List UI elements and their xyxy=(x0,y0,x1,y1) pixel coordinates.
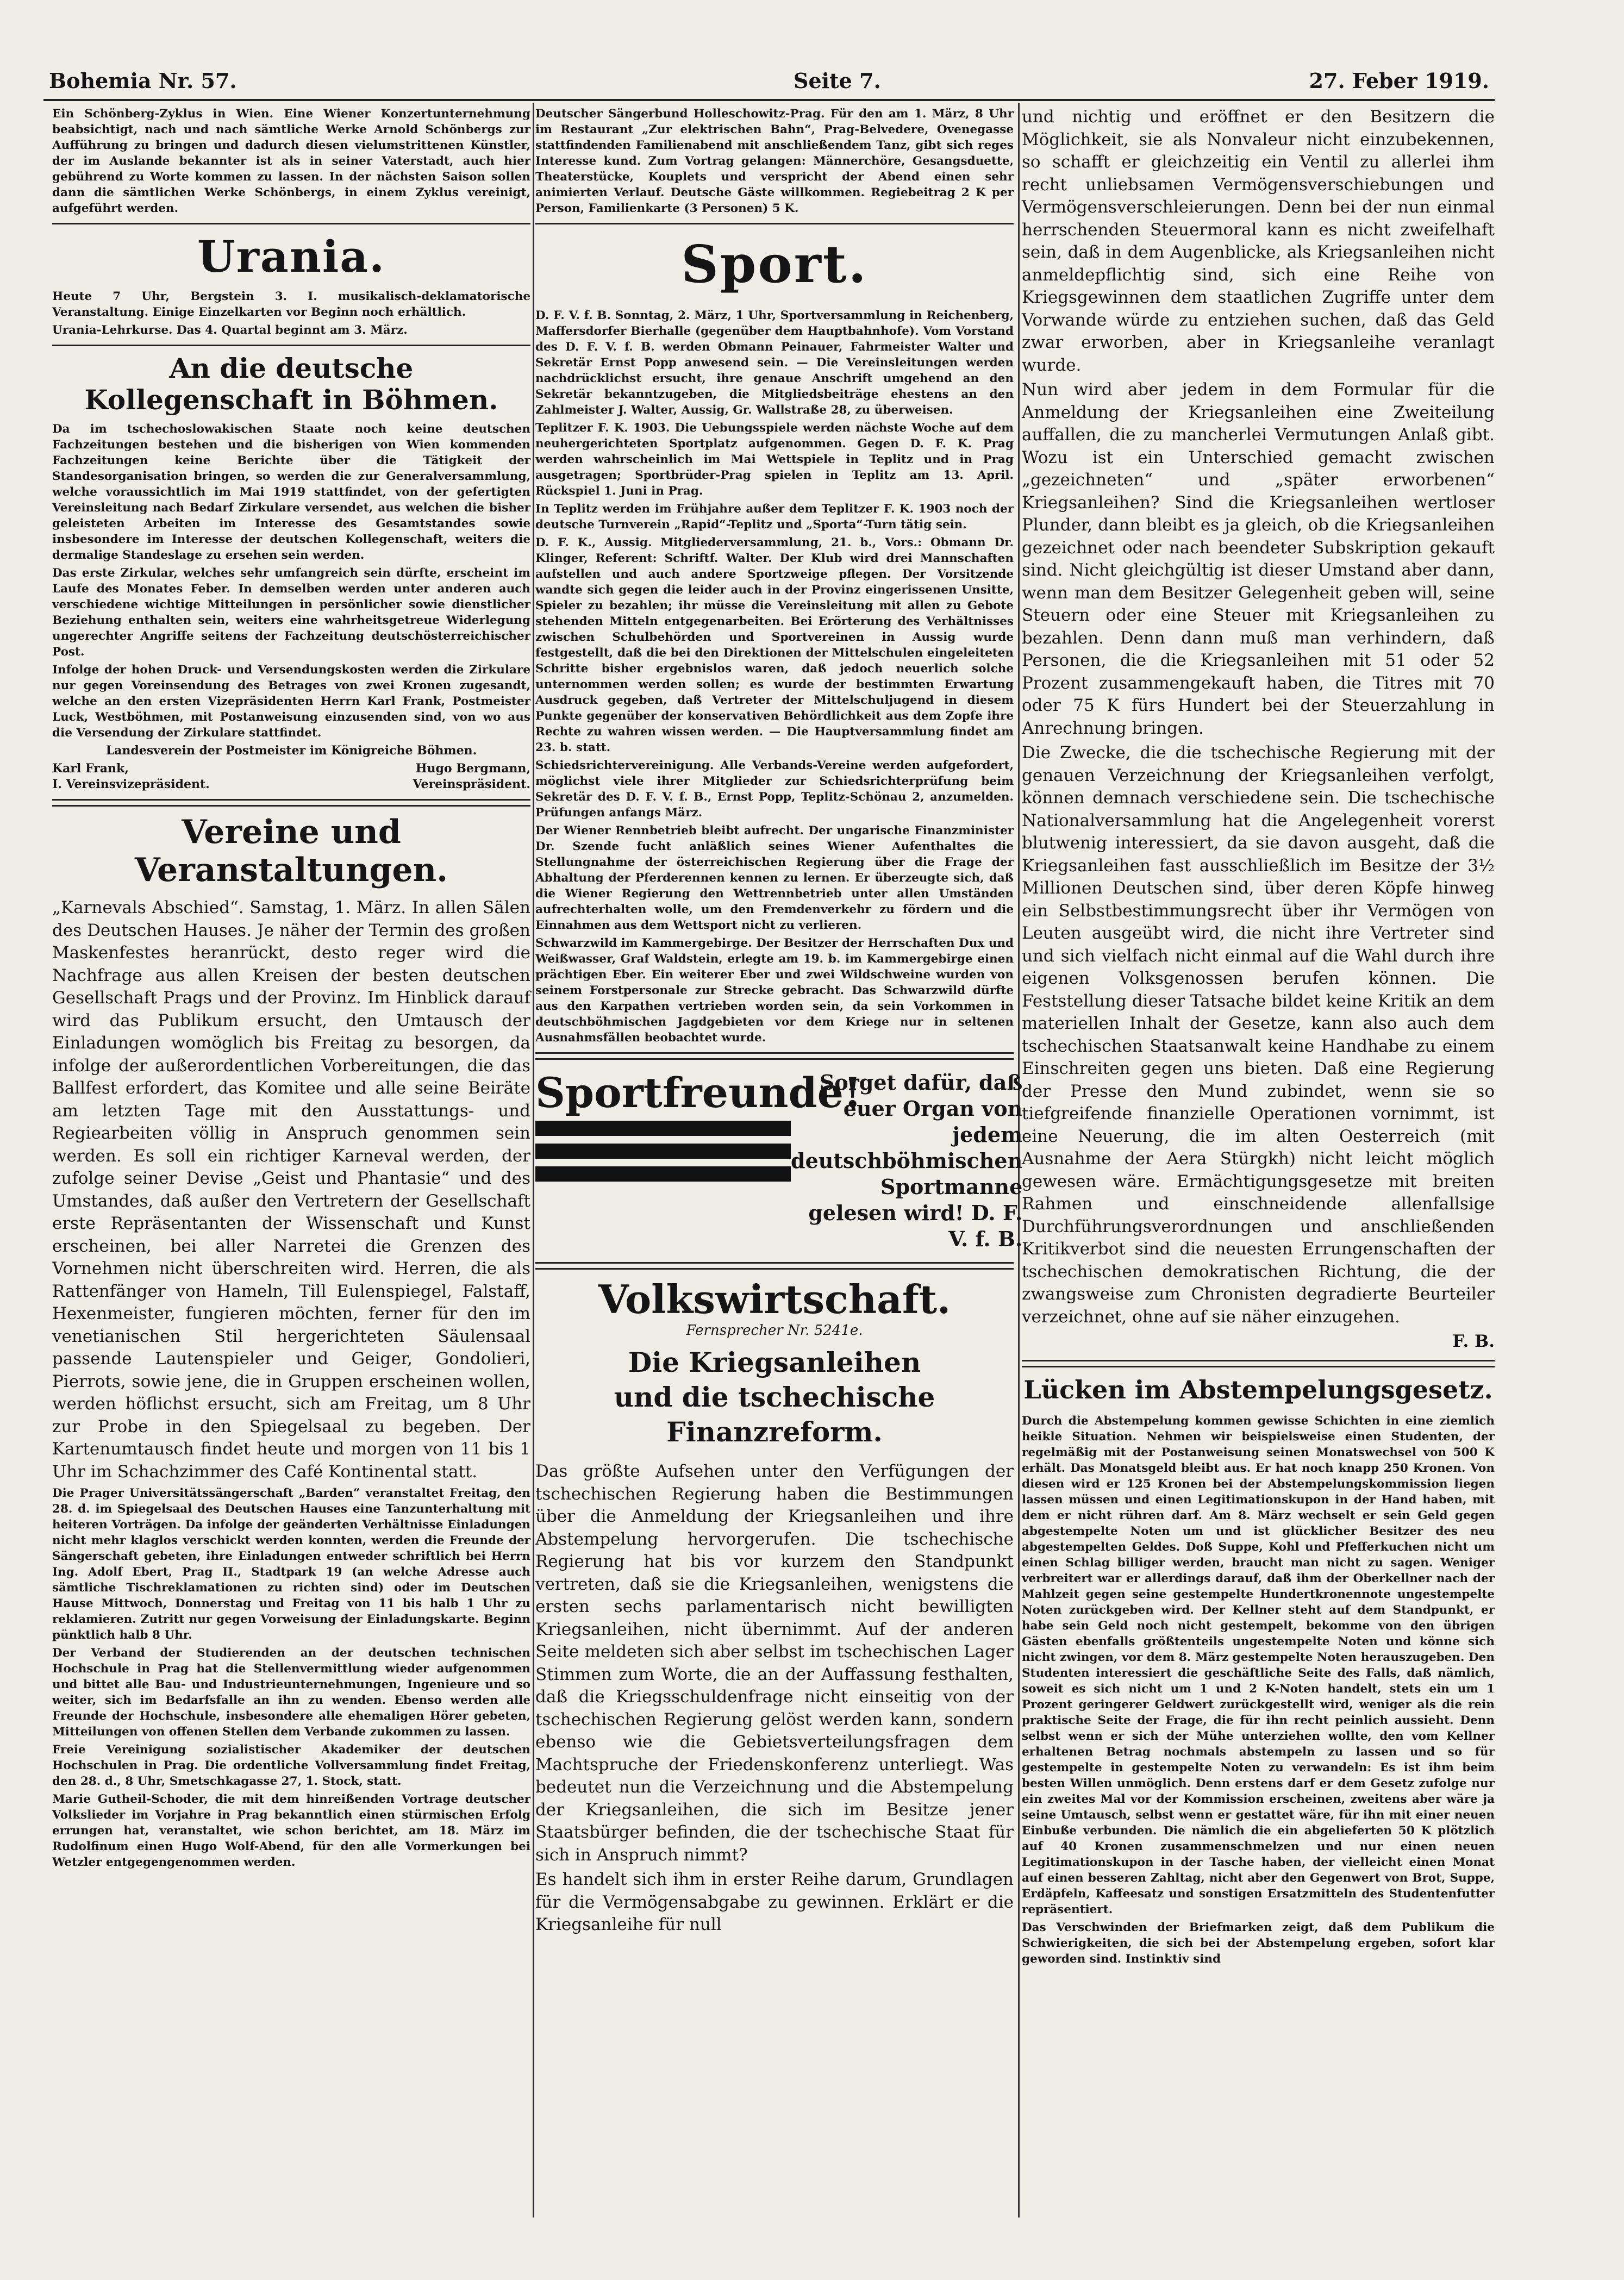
page-header xyxy=(43,64,1489,102)
luecken-paragraph-1: Durch die Abstempelung kommen gewisse Schichten in eine ziemlich heikle Situation. Nehmen wir beispielsweise einen Studenten, der regelmäßig mit der Postanweisung seinen Monatswechsel von 500 K erhält. Das Monatsgeld bleibt aus. Er hat noch knapp 250 Kronen. Von diesen wird er 125 Kronen bei der Abstempelungskommission liegen lassen müssen und einen Legitimationskupon in der Hand haben, mit dem er nicht rühren darf. Am 8. März wechselt er sein Geld gegen abgestempelte Noten um und ist glücklicher Besitzer des neu abgestempelten Geldes. Doß Suppe, Kohl und Pfefferkuchen nicht um einen Schlag billiger werden, braucht man nicht zu sagen. Weniger verbreitert war er allerdings darauf, daß ihm der Oberkellner nach der Mahlzeit gegen seine gestempelte Hundertkronennote ungestempelte Noten zurückgeben wird. Der Kellner steht auf dem Standpunkt, er habe sein Geld noch nicht gestempelt, bekomme von den übrigen Gästen ebenfalls größtenteils ungestempelte Noten und könne sich nicht zwingen, vor dem 8. März gestempelte Noten herauszugeben. Den Studenten interessiert die geschäftliche Seite des Falls, daß nämlich, soweit es sich nicht um 1 und 2 K-Noten handelt, stets ein um 1 Prozent geringerer Geldwert zurückgestellt wird, weniger als die rein praktische Seite der Frage, die für ihn recht peinlich aussieht. Denn selbst wenn er sich der Mühe unterziehen wollte, den vom Kellner erhaltenen Betrag nochmals abstempeln zu lassen und so für gestempelte in gestempelte Noten zu verwandeln: Es ist ihm beim besten Willen unmöglich. Denn erstens darf er dem Gesetz zufolge nur ein zweites Mal vor der Kommission erscheinen, zweitens aber wäre ja seine Umtausch, selbst wenn er gestattet wäre, für ihn mit einer neuen Einbuße verbunden. Die nämlich die ein abgelieferten 50 K plötzlich auf 40 Kronen zusammenschmelzen und nur einen neuen Legitimationskupon in der Tasche haben, der vielleicht einen Monat auf einen besseren Zahltag, nicht aber den Gegenwert von Brot, Suppe, Erdäpfeln, Kaffeesatz und sonstigen Ersatzmitteln des Studentenfutter repräsentiert. xyxy=(1022,1414,1495,1916)
kriegsanleihen-heading-line-2: und die tschechische Finanzreform. xyxy=(614,1381,935,1448)
saengerbund-notice: Deutscher Sängerbund Holleschowitz-Prag. Für den am 1. März, 8 Uhr im Restaurant „Zur elektrischen Bahn“, Prag-Belvedere, Ovenegasse stattfindenden Familienabend mit anschließendem Tanz, gibt sich reges Interesse kund. Zum Vortrag gelangen: Männerchöre, Gesangsduette, Theaterstücke, Kouplets und verspricht der Abend einen sehr animierten Verlauf. Deutsche Gäste willkommen. Regiebeitrag 2 K per Person, Familienkarte (3 Personen) 5 K. xyxy=(535,107,1014,215)
kriegsanleihen-paragraph-1: Das größte Aufsehen unter den Verfügungen der tschechischen Regierung haben die Bestimmungen über die Anmeldung der Kriegsanleihen und ihre Abstempelung hervorgerufen. Die tschechische Regierung hat bis vor kurzem den Standpunkt vertreten, daß sie die Kriegsanleihen, wenigstens die ersten sechs parlamentarisch nicht bewilligten Kriegsanleihen, nicht übernimmt. Auf der anderen Seite meldeten sich aber selbst im tschechischen Lager Stimmen zum Worte, die an der Auffassung festhalten, daß die Kriegsschuldenfrage nicht einseitig von der tschechischen Regierung gelöst werden kann, sondern ebenso wie die Gebietsverteilungsfragen dem Machtspruche der Friedenskonferenz unterliegt. Was bedeutet nun die Verzeichnung und die Abstempelung der Kriegsanleihen, die sich im Besitze jener Staatsbürger befinden, die der tschechische Staat für sich in Anspruch nimmt? xyxy=(535,1461,1014,1865)
kollegenschaft-paragraph-2: Das erste Zirkular, welches sehr umfangreich sein dürfte, erscheint im Laufe des Monates Feber. In demselben werden unter anderen auch verschiedene wichtige Mitteilungen in persönlicher sowie dienstlicher Beziehung enthalten sein, weiters eine wahrheitsgetreue Widerlegung ungerechter Angriffe seitens der Fachzeitung deutschösterreichischer Post. xyxy=(52,566,530,659)
column-divider-1 xyxy=(533,103,534,2217)
luecken-paragraph-2: Das Verschwinden der Briefmarken zeigt, daß dem Publikum die Schwierigkeiten, die sich bei der Abstempelung ergeben, sofort klar geworden sind. Instinktiv sind xyxy=(1022,1920,1495,1966)
kriegsanleihen-paragraph-3: und nichtig und eröffnet er den Besitzern die Möglichkeit, sie als Nonvaleur nicht einzubekennen, so schafft er gleichzeitig ein Ventil zu allerlei ihm recht unliebsamen Vermögensverschiebungen und Vermögensverschleierungen. Denn bei der nun einmal herrschenden Steuermoral kann es nicht zweifelhaft sein, daß in dem Augenblicke, als Kriegsanleihen nicht anmeldepflichtig sind, sich eine Reihe von Kriegsgewinnen dem staatlichen Zugriffe unter dem Vorwande würde zu entziehen suchen, daß das Geld zwar erworben, aber in Kriegsanleihe veranlagt wurde. xyxy=(1022,107,1495,375)
volkswirtschaft-heading: Volkswirtschaft. xyxy=(598,1276,951,1322)
kriegsanleihen-heading-line-1: Die Kriegsanleihen xyxy=(628,1346,921,1378)
section-rule xyxy=(535,223,1014,224)
section-rule xyxy=(52,345,530,346)
signature-left-name: Karl Frank, xyxy=(52,761,129,776)
barden-notice: Die Prager Universitätssängerschaft „Barden“ veranstaltet Freitag, den 28. d. im Spiegelsaal des Deutschen Hauses eine Tanzunterhaltung mit heiteren Vorträgen. Da infolge der geänderten Verhältnisse Einladungen nicht mehr klaglos verschickt werden konnten, werden die Freunde der Sängerschaft gebeten, ihre Einladungen entweder schriftlich bei Herrn Ing. Adolf Ebert, Prag II., Stadtpark 19 (an welche Adresse auch sämtliche Tischreklamationen zu richten sind) oder im Deutschen Hause Mittwoch, Donnerstag und Freitag von 11 bis halb 1 Uhr zu reklamieren. Zutritt nur gegen Vorweisung der Einladungskarte. Beginn pünktlich halb 8 Uhr. xyxy=(52,1486,530,1642)
sport-paragraph-1: D. F. V. f. B. Sonntag, 2. März, 1 Uhr, Sportversammlung in Reichenberg, Maffersdorfer Bierhalle (gegenüber dem Hauptbahnhofe). Vom Vorstand des D. F. V. f. B. werden Obmann Peinauer, Fahrmeister Walter und Sekretär Ernst Popp anwesend sein. — Die Vereinsleitungen werden nachdrücklichst ersucht, ihre genaue Anschrift umgehend an den Sekretär bekanntzugeben, die Mitgliedsbeiträge ehestens an den Zahlmeister J. Walter, Aussig, Gr. Wallstraße 28, zu überweisen. xyxy=(535,309,1014,417)
sport-paragraph-4: D. F. K., Aussig. Mitgliederversammlung, 21. b., Vors.: Obmann Dr. Klinger, Referent: Schriftf. Walter. Der Klub wird drei Mannschaften aufstellen und auch andere Sportzweige pflegen. Der Vorsitzende wandte sich gegen die leider auch in der Provinz eingerissenen Unsitte, Spieler zu bezahlen; ihr müsse die Vereinsleitung mit allen zu Gebote stehenden Mitteln entgegenarbeiten. Bei Erörterung des Verhältnisses zwischen Schulbehörden und Sportvereinen in Aussig wurde festgestellt, daß die bei den Direktionen der Mittelschulen eingeleiteten Schritte bisher ergebnislos waren, daß jedoch neuerlich solche unternommen werden sollen; es wurde der bestimmten Erwartung Ausdruck gegeben, daß Vertreter der Mittelschuljugend in diesem Punkte gegenüber der konservativen Behördlichkeit aus dem Zopfe ihre Rechte zu wahren wissen werden. — Die Hauptversammlung findet am 23. b. statt. xyxy=(535,536,1014,754)
sport-heading: Sport. xyxy=(681,234,868,295)
sportfreunde-advert xyxy=(535,1069,1023,1252)
sport-paragraph-6: Der Wiener Rennbetrieb bleibt aufrecht. Der ungarische Finanzminister Dr. Szende fucht anläßlich seines Wiener Aufenthaltes die Stellungnahme der österreichischen Regierung über die Frage der Abhaltung der Pferderennen kennen zu lernen. Er überzeugte sich, daß die Wiener Regierung den Wettrennbetrieb unter allen Umständen aufrechterhalten wolle, um den Fremdenverkehr zu fördern und die Einnahmen aus dem Wettsport nicht zu verlieren. xyxy=(535,824,1014,932)
luecken-heading: Lücken im Abstempelungsgesetz. xyxy=(1023,1375,1493,1404)
schoenberg-notice: Ein Schönberg-Zyklus in Wien. Eine Wiener Konzertunternehmung beabsichtigt, nach und nach sämtliche Werke Arnold Schönbergs zur Aufführung zu bringen und dadurch diesen vielumstrittenen Künstler, der im Auslande bekannter ist als in seiner Vaterstadt, auch hier gebührend zu Worte kommen zu lassen. In der nächsten Saison sollen dann die sämtlichen Werke Schönbergs, in einem Zyklus vereinigt, aufgeführt werden. xyxy=(52,107,530,215)
header-page-number: Seite 7. xyxy=(794,68,881,93)
akademiker-notice: Freie Vereinigung sozialistischer Akademiker der deutschen Hochschulen in Prag. Die ordentliche Vollversammlung findet Freitag, den 28. d., 8 Uhr, Smetschkagasse 27, 1. Stock, statt. xyxy=(52,1743,530,1788)
kriegsanleihen-heading xyxy=(535,1345,1014,1450)
section-double-rule xyxy=(52,799,530,807)
sport-paragraph-2: Teplitzer F. K. 1903. Die Uebungsspiele werden nächste Woche auf dem neuhergerichteten Sportplatz aufgenommen. Gegen D. F. K. Prag werden wahrscheinlich im Mai Wettspiele in Teplitz und in Prag ausgetragen; Sportbrüder-Prag spielen in Teplitz am 13. April. Rückspiel 1. Juni in Prag. xyxy=(535,421,1014,498)
advert-bar xyxy=(535,1166,791,1182)
section-double-rule xyxy=(1022,1360,1495,1367)
header-rule xyxy=(43,99,1495,101)
urania-heading: Urania. xyxy=(197,231,385,282)
column-3 xyxy=(1022,106,1495,2226)
signature-names xyxy=(52,761,530,777)
karneval-article: „Karnevals Abschied“. Samstag, 1. März. In allen Sälen des Deutschen Hauses. Je näher der Termin des großen Maskenfestes heranrückt, desto reger wird die Nachfrage aus allen Kreisen der besten deutschen Gesellschaft Prags und der Provinz. Im Hinblick darauf wird das Publikum ersucht, den Umtausch der Einladungen womöglich bis Freitag zu besorgen, da infolge der außerordentlichen Vorbereitungen, die das Ballfest erfordert, das Komitee und alle seine Beiräte am letzten Tage mit den Ausstattungs- und Regiearbeiten völlig in Anspruch genommen sein werden. Es soll ein richtiger Karneval werden, der zufolge seiner Devise „Geist und Phantasie“ und des Umstandes, daß außer den Vertretern der Gesellschaft erste Repräsentanten der Wissenschaft und Kunst erscheinen, bei aller Narretei die Grenzen des Vornehmen nicht überschreiten wird. Herren, die als Rattenfänger von Hameln, Till Eulenspiegel, Falstaff, Hexenmeister, fungieren möchten, ferner für den im venetianischen Stil hergerichteten Säulensaal passende Lautenspieler und Geiger, Gondolieri, Pierrots, sowie jene, die in Gruppen erscheinen wollen, werden höflichst ersucht, sich am Freitag, um 8 Uhr zur Probe in den Spiegelsaal zu begeben. Der Kartenumtausch findet heute und morgen von 11 bis 1 Uhr im Schachzimmer des Café Kontinental statt. xyxy=(52,898,530,1482)
advert-bar xyxy=(535,1144,791,1159)
header-date: 27. Feber 1919. xyxy=(1309,68,1489,93)
sportfreunde-text: Sorget dafür, daß euer Organ von jedem deutschböhmischen Sportmanne gelesen wird! D. F. V. f. B. xyxy=(791,1070,1023,1251)
kollegenschaft-paragraph-3: Infolge der hohen Druck- und Versendungskosten werden die Zirkulare nur gegen Voreinsendung des Betrages von zwei Kronen zugesandt, welche an den ersten Vizepräsidenten Herrn Karl Frank, Postmeister Luck, Westböhmen, mit Postanweisung einzusenden sind, von wo aus die Versendung der Zirkulare stattfindet. xyxy=(52,663,530,740)
kollegenschaft-paragraph-1: Da im tschechoslowakischen Staate noch keine deutschen Fachzeitungen bestehen und die bisherigen von Wien kommenden Fachzeitungen keine Berichte über die Tätigkeit der Standesorganisation bringen, so werden die zur Generalversammlung, welche voraussichtlich im Mai 1919 stattfindet, von der gefertigten Vereinsleitung nach Bedarf Zirkulare versendet, aus welchen die bisher geleisteten Arbeiten im Interesse des Gesamtstandes sowie insbesondere im Interesse der deutschen Kollegenschaft, weiters die dermalige Standeslage zu ersehen sein werden. xyxy=(52,422,530,562)
column-2 xyxy=(535,106,1023,2226)
fernsprecher-line: Fernsprecher Nr. 5241e. xyxy=(686,1322,863,1339)
kriegsanleihen-paragraph-4: Nun wird aber jedem in dem Formular für die Anmeldung der Kriegsanleihen eine Zweiteilung auffallen, die zu mancherlei Vermutungen Anlaß gibt. Wozu ist ein Unterschied gemacht zwischen „gezeichneten“ und „später erworbenen“ Kriegsanleihen? Sind die Kriegsanleihen wertloser Plunder, dann bleibt es ja gleich, ob die Kriegsanleihen gezeichnet oder nach beendeter Subskription gekauft sind. Nicht gleichgültig ist dieser Umstand aber dann, wenn man dem Besitzer Gelegenheit geben will, seine Steuern oder eine Steuer mit Kriegsanleihen zu bezahlen. Denn dann muß man verhindern, daß Personen, die die Kriegsanleihen mit 51 oder 52 Prozent zusammengekauft haben, die Titres mit 70 oder 75 K fürs Hundert bei der Steuerzahlung in Anrechnung bringen. xyxy=(1022,380,1495,738)
section-double-rule xyxy=(535,1052,1014,1060)
kriegsanleihen-paragraph-5: Die Zwecke, die die tschechische Regierung mit der genauen Verzeichnung der Kriegsanleihen verfolgt, können demnach verschiedene sein. Die tschechische Nationalversammlung hat die Angelegenheit vorerst blutwenig interessiert, da sie davon ausgeht, daß die Kriegsanleihen fast ausschließlich im Besitze der 3½ Millionen Deutschen sind, über deren Köpfe hinweg ein Selbstbestimmungsrecht über ihr Vermögen von Leuten ausgeübt wird, die nicht ihre Vertreter sind und sich vielfach nicht einmal auf die Wahl durch ihre eigenen Volksgenossen berufen können. Die Feststellung dieser Tatsache bildet keine Kritik an dem materiellen Inhalt der Gesetze, kann also auch dem tschechischen Staatsanwalt keine Handhabe zu einem Einschreiten gegen uns bieten. Daß eine Regierung der Presse den Mund zubindet, wenn sie so tiefgreifende finanzielle Operationen vornimmt, ist eine Neuerung, die im alten Oesterreich (mit Ausnahme der Aera Stürgkh) nicht leicht möglich gewesen wäre. Ermächtigungsgesetze mit breiten Rahmen und einschneidende allenfallsige Durchführungsverordnungen und anschließenden Kritikverbot sind die neuesten Errungenschaften der tschechischen demokratischen Richtung, die der zwangsweise zum Chronisten degradierte Beurteiler verzeichnet, ohne auf sie näher einzugehen. xyxy=(1022,743,1495,1327)
sportfreunde-left xyxy=(535,1069,862,1252)
column-1 xyxy=(52,106,530,2226)
section-double-rule xyxy=(535,1262,1014,1270)
urania-paragraph-2: Urania-Lehrkurse. Das 4. Quartal beginnt am 3. März. xyxy=(52,323,408,337)
signature-roles xyxy=(52,777,530,792)
sportfreunde-bars xyxy=(535,1121,791,1182)
advert-bar xyxy=(535,1121,791,1136)
header-paper-issue: Bohemia Nr. 57. xyxy=(49,68,237,93)
section-rule xyxy=(52,223,530,224)
kollegenschaft-signature-org: Landesverein der Postmeister im Königreiche Böhmen. xyxy=(105,744,477,758)
signature-left-role: I. Vereinsvizepräsident. xyxy=(52,777,210,791)
studierenden-notice: Der Verband der Studierenden an der deutschen technischen Hochschule in Prag hat die Stellenvermittlung wieder aufgenommen und bittet alle Bau- und Industrieunternehmungen, Ingenieure und so weiter, sich im Bedarfsfalle an ihn zu wenden. Ebenso werden alle Freunde der Hochschule, insbesondere alle ehemaligen Hörer gebeten, Mitteilungen von offenen Stellen dem Verbande zukommen zu lassen. xyxy=(52,1646,530,1739)
sport-paragraph-7: Schwarzwild im Kammergebirge. Der Besitzer der Herrschaften Dux und Weißwasser, Graf Waldstein, erlegte am 19. b. im Kammergebirge einen prächtigen Eber. Ein weiterer Eber und zwei Wildschweine wurden von seinem Forstpersonale zur Strecke gebracht. Das Schwarzwild dürfte aus den Karpathen vertrieben worden sein, da sein Vorkommen in deutschböhmischen Jagdgebieten vor dem Kriege nur in seltenen Ausnahmsfällen beobachtet wurde. xyxy=(535,936,1014,1045)
kriegsanleihen-signature: F. B. xyxy=(1452,1332,1495,1351)
sport-paragraph-3: In Teplitz werden im Frühjahre außer dem Teplitzer F. K. 1903 noch der deutsche Turnverein „Rapid“-Teplitz und „Sporta“-Turn tätig sein. xyxy=(535,502,1014,532)
signature-right-role: Vereinspräsident. xyxy=(413,777,530,791)
kollegenschaft-heading: An die deutsche Kollegenschaft in Böhmen. xyxy=(84,352,498,416)
gutheil-schoder-notice: Marie Gutheil-Schoder, die mit dem hinreißenden Vortrage deutscher Volkslieder im Vorjahre in Prag bekanntlich einen stürmischen Erfolg errungen hat, veranstaltet, wie schon berichtet, am 18. März im Rudolfinum einen Hugo Wolf-Abend, für den alle Vormerkungen bei Wetzler entgegengenommen werden. xyxy=(52,1792,530,1869)
kriegsanleihen-paragraph-2: Es handelt sich ihm in erster Reihe darum, Grundlagen für die Vermögensabgabe zu gewinnen. Erklärt er die Kriegsanleihe für null xyxy=(535,1870,1014,1934)
urania-paragraph-1: Heute 7 Uhr, Bergstein 3. I. musikalisch-deklamatorische Veranstaltung. Einige Einzelkarten vor Beginn noch erhältlich. xyxy=(52,290,530,319)
signature-right-name: Hugo Bergmann, xyxy=(415,761,530,776)
sportfreunde-title: Sportfreunde! xyxy=(535,1069,862,1117)
vereine-heading: Vereine und Veranstaltungen. xyxy=(134,813,448,889)
sport-paragraph-5: Schiedsrichtervereinigung. Alle Verbands-Vereine werden aufgefordert, möglichst viele ihrer Mitglieder zur Schiedsrichterprüfung beim Sekretär des D. F. V. f. B., Ernst Popp, Teplitz-Schönau 2, anzumelden. Prüfungen anfangs März. xyxy=(535,759,1014,820)
